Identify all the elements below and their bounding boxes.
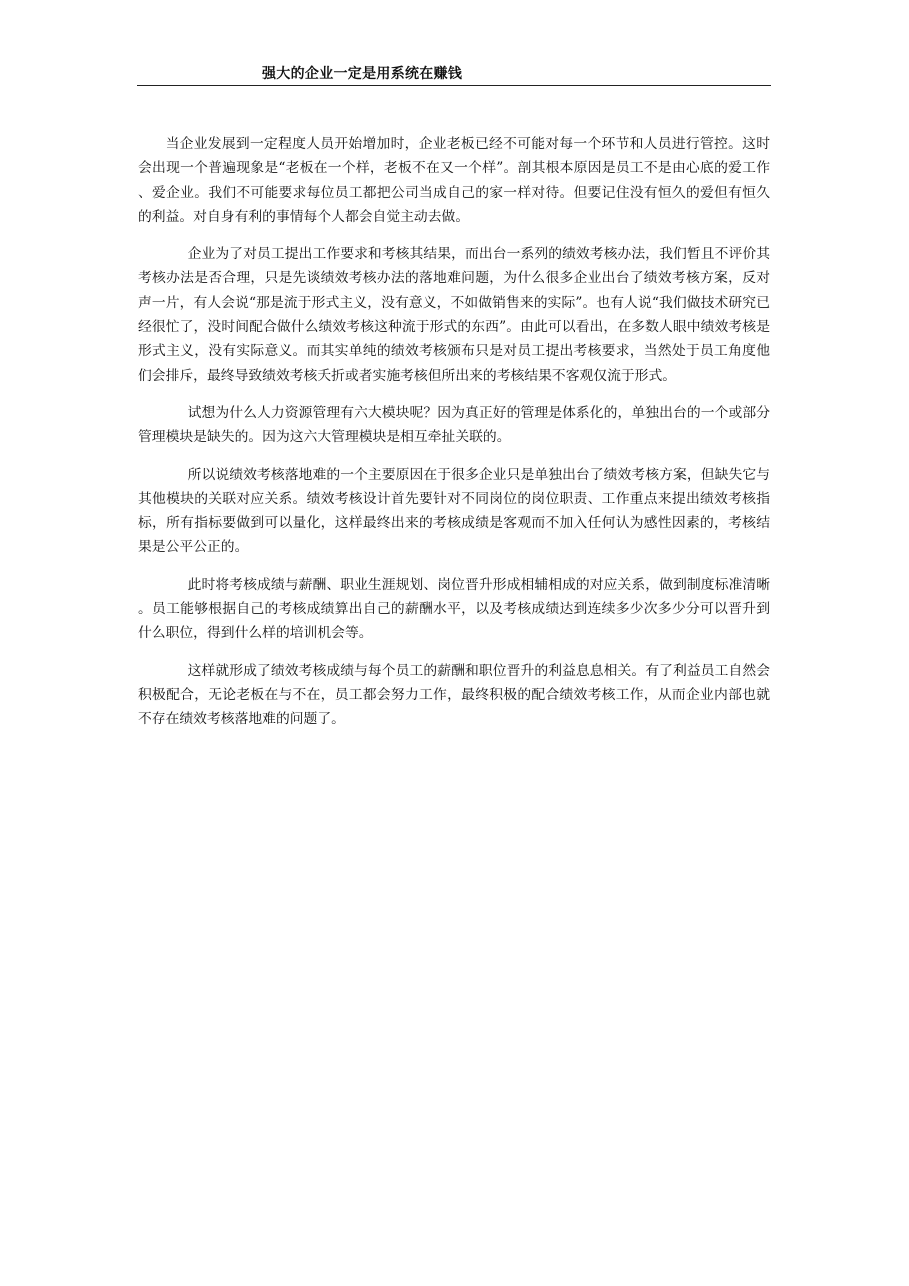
paragraph-6: 这样就形成了绩效考核成绩与每个员工的薪酬和职位晋升的利益息息相关。有了利益员工自然会积极配合，无论老板在与不在，员工都会努力工作，最终积极的配合绩效考核工作，从而企业内部也就不存在绩效考核落地难的问题了。 xyxy=(138,662,770,728)
paragraph-2: 企业为了对员工提出工作要求和考核其结果，而出台一系列的绩效考核办法，我们暂且不评价其考核办法是否合理，只是先谈绩效考核办法的落地难问题，为什么很多企业出台了绩效考核方案，反对声一片，有人会说“那是流于形式主义，没有意义，不如做销售来的实际”。也有人说“我们做技术研究已经很忙了，没时间配合做什么绩效考核这种流于形式的东西”。由此可以看出，在多数人眼中绩效考核是形式主义，没有实际意义。而其实单纯的绩效考核颁布只是对员工提出考核要求，当然处于员工角度他们会排斥，最终导致绩效考核夭折或者实施考核但所出来的考核结果不客观仅流于形式。 xyxy=(138,246,770,384)
paragraph-4: 所以说绩效考核落地难的一个主要原因在于很多企业只是单独出台了绩效考核方案，但缺失它与其他模块的关联对应关系。绩效考核设计首先要针对不同岗位的岗位职责、工作重点来提出绩效考核指标，所有指标要做到可以量化，这样最终出来的考核成绩是客观而不加入任何认为感性因素的，考核结果是公平公正的。 xyxy=(138,466,770,556)
document-body xyxy=(138,132,770,745)
paragraph-3: 试想为什么人力资源管理有六大模块呢？因为真正好的管理是体系化的，单独出台的一个或部分管理模块是缺失的。因为这六大管理模块是相互牵扯关联的。 xyxy=(138,404,770,446)
document-header-title: 强大的企业一定是用系统在赚钱 xyxy=(262,66,463,82)
paragraph-5: 此时将考核成绩与薪酬、职业生涯规划、岗位晋升形成相辅相成的对应关系，做到制度标准清晰。员工能够根据自己的考核成绩算出自己的薪酬水平，以及考核成绩达到连续多少次多少分可以晋升到什么职位，得到什么样的培训机会等。 xyxy=(138,576,770,642)
paragraph-1: 当企业发展到一定程度人员开始增加时，企业老板已经不可能对每一个环节和人员进行管控。这时会出现一个普遍现象是“老板在一个样，老板不在又一个样”。剖其根本原因是员工不是由心底的爱工作、爱企业。我们不可能要求每位员工都把公司当成自己的家一样对待。但要记住没有恒久的爱但有恒久的利益。对自身有利的事情每个人都会自觉主动去做。 xyxy=(138,136,770,225)
header-divider xyxy=(137,85,771,86)
